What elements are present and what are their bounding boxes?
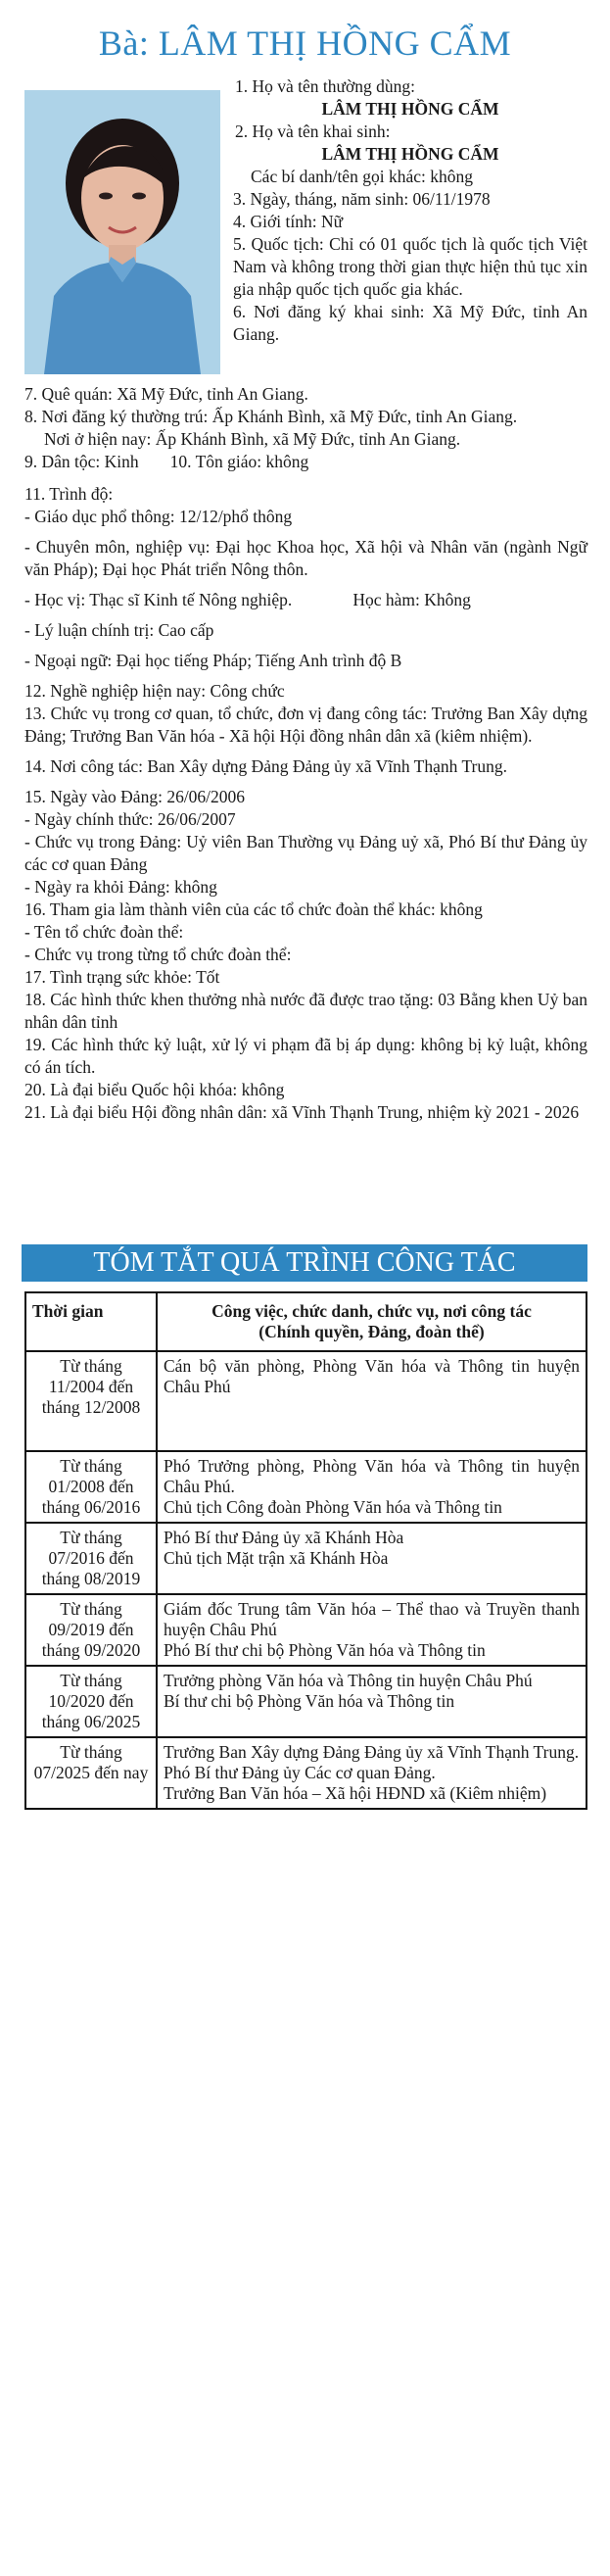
table-row [25,1351,587,1451]
work-history-table [24,1291,587,1810]
party-official-date: - Ngày chính thức: 26/06/2007 [24,809,236,829]
portrait-photo [24,90,220,374]
political-theory: - Lý luận chính trị: Cao cấp [24,620,214,640]
bio-details [24,383,587,1124]
job-line: Cán bộ văn phòng, Phòng Văn hóa và Thông tin huyện Châu Phú [164,1356,580,1396]
education-heading: 11. Trình độ: [24,484,114,504]
foreign-language: - Ngoại ngữ: Đại học tiếng Pháp; Tiếng Anh trình độ B [24,651,402,670]
workplace: 14. Nơi công tác: Ban Xây dựng Đảng Đảng ủy xã Vĩnh Thạnh Trung. [24,756,507,776]
birth-date: 3. Ngày, tháng, năm sinh: 06/11/1978 [233,189,491,209]
period-cell: Từ tháng 01/2008 đến tháng 06/2016 [25,1451,157,1523]
nationality: 5. Quốc tịch: Chỉ có 01 quốc tịch là quốc tịch Việt Nam và không trong thời gian thực hiện thủ tục xin gia nhập quốc tịch quốc gia khác. [233,234,587,299]
table-row [25,1451,587,1523]
party-leave-date: - Ngày ra khỏi Đảng: không [24,877,217,897]
organizations: 16. Tham gia làm thành viên của các tổ chức đoàn thể khác: không [24,899,483,919]
religion: 10. Tôn giáo: không [169,452,309,471]
period-cell: Từ tháng 11/2004 đến tháng 12/2008 [25,1351,157,1451]
job-line: Bí thư chi bộ Phòng Văn hóa và Thông tin [164,1691,455,1711]
current-residence: Nơi ở hiện nay: Ấp Khánh Bình, xã Mỹ Đức, tỉnh An Giang. [44,429,461,449]
job-cell [157,1594,587,1666]
job-line: Phó Bí thư Đảng ủy Các cơ quan Đảng. [164,1763,436,1782]
job-line: Phó Trưởng phòng, Phòng Văn hóa và Thông tin huyện Châu Phú. [164,1456,580,1496]
table-row [25,1666,587,1737]
specialization: - Chuyên môn, nghiệp vụ: Đại học Khoa học, Xã hội và Nhân văn (ngành Ngữ văn Pháp); Đại học Phát triển Nông thôn. [24,537,587,579]
permanent-residence: 8. Nơi đăng ký thường trú: Ấp Khánh Bình, xã Mỹ Đức, tỉnh An Giang. [24,407,518,426]
job-line: Chủ tịch Công đoàn Phòng Văn hóa và Thông tin [164,1497,502,1517]
job-line: Giám đốc Trung tâm Văn hóa – Thể thao và Truyền thanh huyện Châu Phú [164,1599,580,1639]
period-cell: Từ tháng 07/2016 đến tháng 08/2019 [25,1523,157,1594]
work-history-banner: TÓM TẮT QUÁ TRÌNH CÔNG TÁC [22,1244,587,1282]
usual-name-label: 1. Họ và tên thường dùng: [235,76,415,96]
period-cell: Từ tháng 09/2019 đến tháng 09/2020 [25,1594,157,1666]
job-column-title: Công việc, chức danh, chức vụ, nơi công tác [211,1301,532,1321]
party-position: - Chức vụ trong Đảng: Uỷ viên Ban Thường vụ Đảng uỷ xã, Phó Bí thư Đảng ủy các cơ quan Đảng [24,832,587,874]
health: 17. Tình trạng sức khỏe: Tốt [24,967,220,987]
job-cell [157,1737,587,1809]
party-join-date: 15. Ngày vào Đảng: 26/06/2006 [24,787,246,806]
table-header-row [25,1292,587,1351]
degree [24,589,587,611]
job-column-header [157,1292,587,1351]
usual-name: LÂM THỊ HỒNG CẨM [321,99,499,119]
period-cell: Từ tháng 10/2020 đến tháng 06/2025 [25,1666,157,1737]
general-education: - Giáo dục phổ thông: 12/12/phổ thông [24,507,293,526]
job-cell [157,1351,587,1451]
job-column-subtitle: (Chính quyền, Đảng, đoàn thể) [258,1322,485,1341]
table-row [25,1737,587,1809]
awards: 18. Các hình thức khen thưởng nhà nước đã được trao tặng: 03 Bằng khen Uỷ ban nhân dân tỉnh [24,990,587,1032]
discipline: 19. Các hình thức kỷ luật, xử lý vi phạm đã bị áp dụng: không bị kỷ luật, không có án tích. [24,1035,587,1077]
organization-name: - Tên tổ chức đoàn thể: [24,922,184,942]
job-cell [157,1451,587,1523]
position: 13. Chức vụ trong cơ quan, tổ chức, đơn vị đang công tác: Trưởng Ban Xây dựng Đảng; Trưởng Ban Văn hóa - Xã hội Hội đồng nhân dân xã (kiêm nhiệm). [24,704,587,746]
bio-header [233,75,587,346]
birth-registration: 6. Nơi đăng ký khai sinh: Xã Mỹ Đức, tỉnh An Giang. [233,302,587,344]
table-row [25,1523,587,1594]
national-assembly: 20. Là đại biểu Quốc hội khóa: không [24,1080,285,1099]
job-line: Chủ tịch Mặt trận xã Khánh Hòa [164,1548,389,1568]
organization-position: - Chức vụ trong từng tổ chức đoàn thể: [24,945,292,964]
occupation: 12. Nghề nghiệp hiện nay: Công chức [24,681,285,701]
birth-name-label: 2. Họ và tên khai sinh: [235,122,391,141]
job-line: Trưởng Ban Xây dựng Đảng Đảng ủy xã Vĩnh Thạnh Trung. [164,1742,580,1762]
page-title: Bà: LÂM THỊ HỒNG CẨM [98,24,512,63]
ethnicity: 9. Dân tộc: Kinh [24,452,139,471]
gender: 4. Giới tính: Nữ [233,212,344,231]
academic-degree: - Học vị: Thạc sĩ Kinh tế Nông nghiệp. [24,590,293,609]
job-line: Phó Bí thư Đảng ủy xã Khánh Hòa [164,1528,404,1547]
table-row [25,1594,587,1666]
birth-name: LÂM THỊ HỒNG CẨM [321,144,499,164]
academic-title: Học hàm: Không [352,590,471,609]
period-cell: Từ tháng 07/2025 đến nay [25,1737,157,1809]
job-line: Phó Bí thư chi bộ Phòng Văn hóa và Thông tin [164,1640,486,1660]
peoples-council: 21. Là đại biểu Hội đồng nhân dân: xã Vĩnh Thạnh Trung, nhiệm kỳ 2021 - 2026 [24,1102,580,1122]
job-line: Trưởng phòng Văn hóa và Thông tin huyện Châu Phú [164,1671,533,1690]
alias: Các bí danh/tên gọi khác: không [251,167,473,186]
hometown: 7. Quê quán: Xã Mỹ Đức, tỉnh An Giang. [24,384,308,404]
job-cell [157,1523,587,1594]
period-column-header: Thời gian [25,1292,157,1351]
job-line: Trưởng Ban Văn hóa – Xã hội HĐND xã (Kiêm nhiệm) [164,1783,547,1803]
job-cell [157,1666,587,1737]
ethnicity-religion [24,451,587,473]
